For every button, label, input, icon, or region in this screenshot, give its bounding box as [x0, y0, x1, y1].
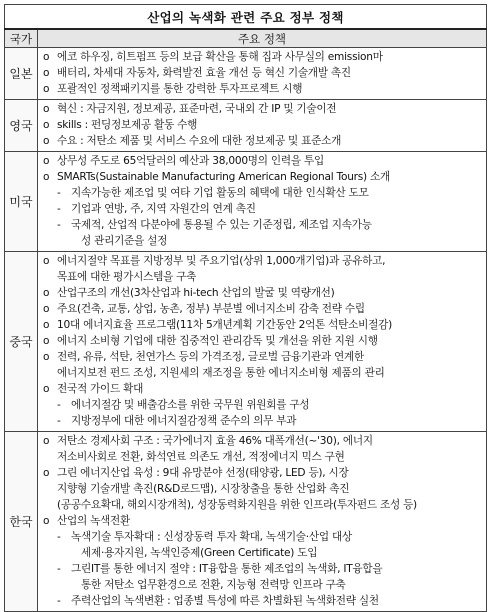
policy-continuation [41, 365, 483, 381]
policy-text: 에너지 소비형 기업에 대한 집중적인 관리감독 및 개선을 위한 지원 시행 [57, 335, 378, 347]
policy-text: 산업구조의 개선(3차산업과 hi-tech 산업의 발굴 및 역량개선) [57, 287, 335, 299]
policy-sub-item [41, 217, 483, 233]
policy-bullet [41, 333, 483, 349]
dash-marker: - [57, 531, 61, 543]
policy-bullet [41, 381, 483, 397]
header-policy: 주요 정책 [38, 29, 487, 48]
country-cell: 미국 [5, 152, 38, 252]
policy-text: skills : 펀딩정보제공 활동 수행 [57, 119, 198, 131]
policy-cell [38, 252, 487, 432]
policy-text: SMARTs(Sustainable Manufacturing American Regional Tours) 소개 [57, 171, 391, 183]
country-cell: 중국 [5, 252, 38, 432]
policy-text: 주요(건축, 교통, 상업, 농촌, 정부) 부분별 에너지소비 감축 전략 수립 [57, 303, 365, 315]
policy-text: 에너지절감 및 배출감소를 위한 국무원 위원회를 구성 [71, 399, 310, 411]
policy-sub-item [41, 201, 483, 217]
policy-document [4, 4, 486, 607]
policy-sub-item [41, 413, 483, 429]
bullet-marker: o [43, 103, 50, 115]
policy-text: 배터리, 차세대 자동차, 화력발전 효율 개선 등 혁신 기술개발 촉진 [57, 67, 351, 79]
country-cell: 일본 [5, 48, 38, 100]
bullet-marker: o [43, 67, 50, 79]
policy-bullet [41, 81, 483, 97]
policy-continuation [41, 545, 483, 561]
policy-continuation [41, 449, 483, 465]
policy-bullet [41, 101, 483, 117]
bullet-marker: o [43, 335, 50, 347]
policy-bullet [41, 349, 483, 365]
policy-text: 세제·용자지원, 녹색인증제(Green Certificate) 도입 [81, 547, 318, 559]
policy-sub-item [41, 529, 483, 545]
policy-sub-item [41, 397, 483, 413]
policy-sub-item [41, 185, 483, 201]
bullet-marker: o [43, 467, 50, 479]
bullet-marker: o [43, 171, 50, 183]
bullet-marker: o [43, 51, 50, 63]
policy-bullet [41, 153, 483, 169]
table-row [5, 100, 487, 152]
bullet-marker: o [43, 303, 50, 315]
dash-marker: - [57, 563, 61, 575]
header-country: 국가 [5, 29, 38, 48]
policy-continuation [41, 233, 483, 249]
policy-text: 상무성 주도로 65억달러의 예산과 38,000명의 인력을 투입 [57, 155, 324, 167]
policy-text: 성 관리기준을 설정 [81, 235, 168, 247]
policy-sub-item [41, 593, 483, 609]
policy-text: 전력, 유류, 석탄, 천연가스 등의 가격조정, 글로벌 금융기관과 연계한 [57, 351, 364, 363]
policy-bullet [41, 317, 483, 333]
policy-text: 국제적, 산업적 다분야에 통용될 수 있는 기준정립, 제조업 지속가능 [71, 219, 372, 231]
policy-bullet [41, 285, 483, 301]
policy-text: 녹색기술 투자확대 : 신성장동력 투자 확대, 녹색기술·산업 대상 [71, 531, 352, 543]
bullet-marker: o [43, 515, 50, 527]
policy-text: 저탄소 경제사회 구조 : 국가에너지 효율 46% 대폭개선(~'30), 에너지 [57, 435, 373, 447]
policy-bullet [41, 301, 483, 317]
bullet-marker: o [43, 319, 50, 331]
table-row [5, 152, 487, 252]
policy-cell [38, 432, 487, 612]
policy-sub-item [41, 561, 483, 577]
bullet-marker: o [43, 287, 50, 299]
policy-text: 혁신 : 자금지원, 정보제공, 표준마련, 국내외 간 IP 및 기술이전 [57, 103, 337, 115]
policy-continuation [41, 269, 483, 285]
policy-continuation [41, 481, 483, 497]
policy-text: (공공수요확대, 해외시장개척), 성장동력화지원을 위한 인프라(투자펀드 조성 등) [57, 499, 417, 511]
policy-text: 주력산업의 녹색변환 : 업종별 특성에 따른 차별화된 녹색화전략 실천 [71, 595, 379, 607]
bullet-marker: o [43, 383, 50, 395]
policy-text: 산업의 녹색전환 [57, 515, 131, 527]
policy-text: 수요 : 저탄소 제품 및 서비스 수요에 대한 정보제공 및 표준소개 [57, 135, 342, 147]
policy-text: 포괄적인 정책패키지를 통한 강력한 투자프로젝트 시행 [57, 83, 303, 95]
policy-text: 그린IT를 통한 에너지 절약 : IT융합을 통한 제조업의 녹색화, IT융합을 [71, 563, 383, 575]
bullet-marker: o [43, 255, 50, 267]
policy-bullet [41, 169, 483, 185]
policy-bullet [41, 513, 483, 529]
policy-bullet [41, 117, 483, 133]
table-title: 산업의 녹색화 관련 주요 정부 정책 [5, 5, 487, 30]
bullet-marker: o [43, 83, 50, 95]
policy-text: 전국적 가이드 확대 [57, 383, 144, 395]
policy-cell [38, 152, 487, 252]
bullet-marker: o [43, 351, 50, 363]
policy-text: 지향형 기술개발 촉진(R&D로드맵), 시장창출을 통한 산업화 촉진 [57, 483, 350, 495]
policy-continuation [41, 497, 483, 513]
policy-bullet [41, 133, 483, 149]
policy-text: 저소비사회로 전환, 화석연료 의존도 개선, 적정에너지 믹스 구현 [57, 451, 345, 463]
dash-marker: - [57, 187, 61, 199]
policy-text: 지속가능한 제조업 및 여타 기업 활동의 혜택에 대한 인식확산 도모 [71, 187, 369, 199]
policy-text: 에코 하우징, 히트펌프 등의 보급 확산을 통해 집과 사무실의 emission마 [57, 51, 383, 63]
bullet-marker: o [43, 155, 50, 167]
country-cell: 영국 [5, 100, 38, 152]
table-row [5, 432, 487, 612]
dash-marker: - [57, 595, 61, 607]
policy-text: 목표에 대한 평가시스템을 구축 [57, 271, 197, 283]
policy-text: 에너지절약 목표를 지방정부 및 주요기업(상위 1,000개기업)과 공유하고, [57, 255, 386, 267]
policy-cell [38, 100, 487, 152]
policy-text: 지방정부에 대한 에너지절감정책 준수의 의무 부과 [71, 415, 297, 427]
policy-text: 10대 에너지효율 프로그램(11차 5개년계획 기간동안 2억톤 석탄소비절감) [57, 319, 392, 331]
policy-bullet [41, 65, 483, 81]
table-body [5, 48, 487, 612]
policy-bullet [41, 465, 483, 481]
policy-text: 기업과 연방, 주, 지역 자원간의 연계 촉진 [71, 203, 256, 215]
table-row [5, 48, 487, 100]
dash-marker: - [57, 399, 61, 411]
country-cell: 한국 [5, 432, 38, 612]
policy-table [4, 4, 487, 612]
dash-marker: - [57, 219, 61, 231]
dash-marker: - [57, 203, 61, 215]
bullet-marker: o [43, 435, 50, 447]
dash-marker: - [57, 415, 61, 427]
policy-bullet [41, 253, 483, 269]
bullet-marker: o [43, 135, 50, 147]
policy-continuation [41, 577, 483, 593]
policy-cell [38, 48, 487, 100]
policy-text: 에너지보전 펀드 조성, 지원세의 재조정을 통한 에너지소비형 제품의 관리 [57, 367, 385, 379]
table-row [5, 252, 487, 432]
policy-text: 그린 에너지산업 육성 : 9대 유망분야 선정(태양광, LED 등), 시장 [57, 467, 349, 479]
policy-text: 통한 저탄소 업무환경으로 전환, 지능형 전력망 인프라 구축 [81, 579, 346, 591]
policy-bullet [41, 49, 483, 65]
bullet-marker: o [43, 119, 50, 131]
policy-bullet [41, 433, 483, 449]
